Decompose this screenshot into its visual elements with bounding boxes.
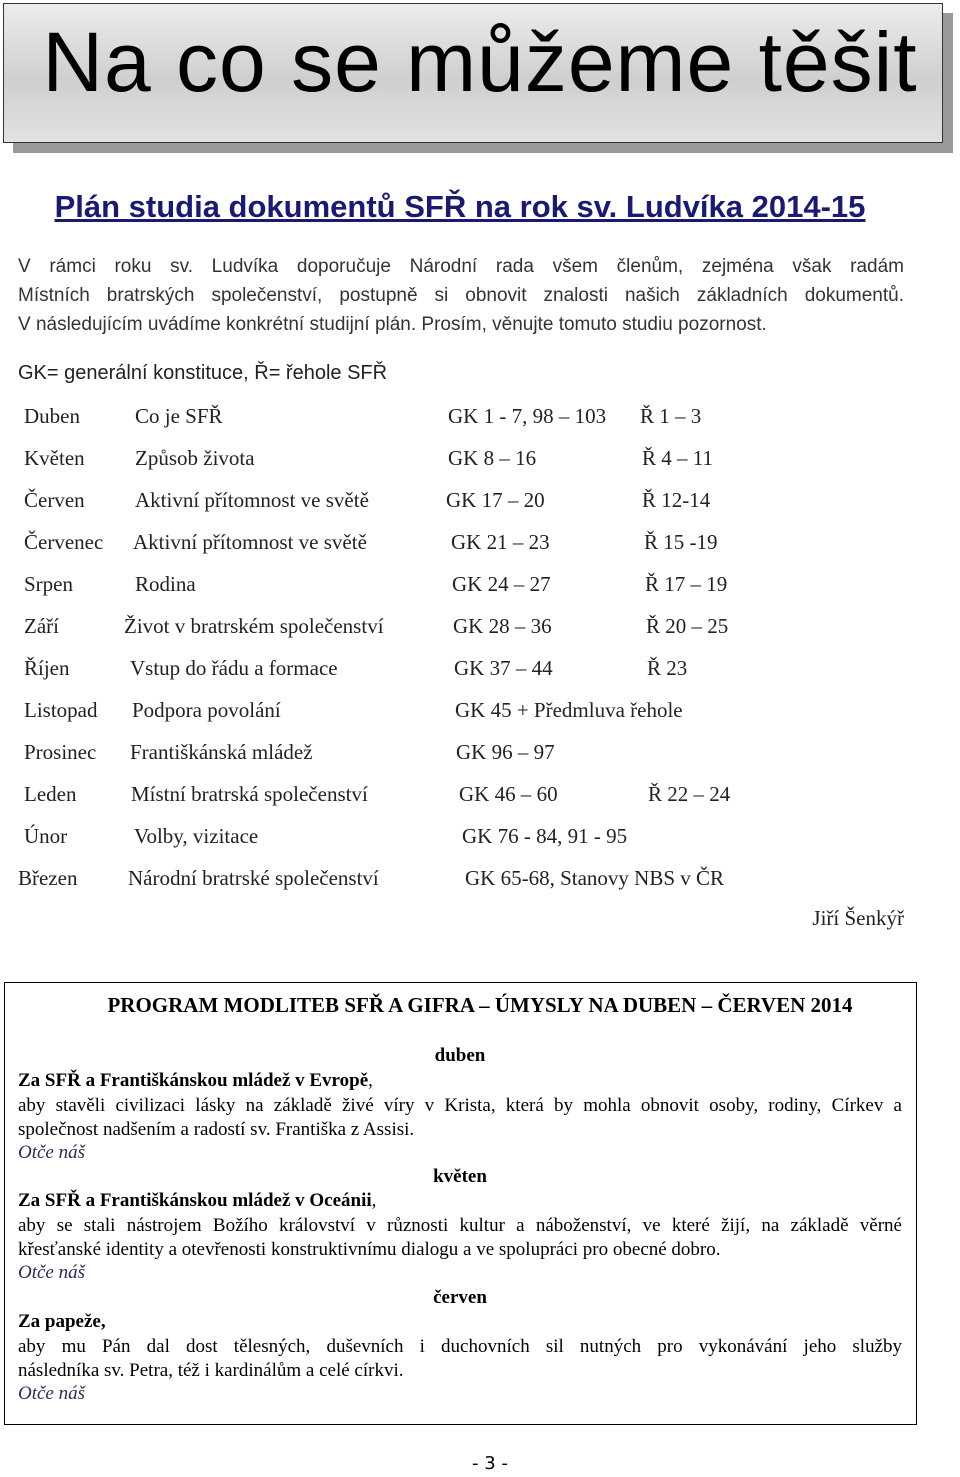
intention-title-suffix: , [368,1070,373,1091]
intention-title [18,1070,373,1092]
row-gk: GK 8 – 16 [448,446,537,470]
row-gk: GK 17 – 20 [446,488,545,512]
row-month: Prosinec [24,740,97,764]
table-row [0,782,960,812]
intention-text-line-1: aby mu Pán dal dost tělesných, duševních i duchovních sil nutných pro vykonávání jeho služby [18,1336,902,1357]
row-r: Ř 22 – 24 [648,782,731,806]
row-month: Listopad [24,698,98,722]
row-gk: GK 96 – 97 [456,740,555,764]
intention-title-text: Za papeže, [18,1311,106,1332]
table-row [0,866,960,896]
row-topic: Co je SFŘ [135,404,223,428]
intention-text-line-2: společnost nadšením a radostí sv. Františka z Assisi. [18,1119,415,1140]
program-month-may: květen [433,1166,487,1187]
row-r: Ř 4 – 11 [642,446,713,470]
intro-line-2: Místních bratrských společenství, postupně si obnovit znalosti našich základních dokumentů. [18,285,904,306]
row-gk: GK 24 – 27 [452,572,551,596]
intro-line-1: V rámci roku sv. Ludvíka doporučuje Národní rada všem členům, zejména však radám [18,256,904,277]
row-gk: GK 76 - 84, 91 - 95 [462,824,628,848]
row-r: Ř 15 -19 [644,530,718,554]
prayer-our-father: Otče náš [18,1262,86,1283]
program-title: PROGRAM MODLITEB SFŘ A GIFRA – ÚMYSLY NA DUBEN – ČERVEN 2014 [107,993,853,1017]
prayer-our-father: Otče náš [18,1383,86,1404]
intention-text-line-2: křesťanské identity a otevřenosti konstruktivnímu dialogu a ve spolupráci pro obecné dobro. [18,1239,721,1260]
intention-title [18,1311,106,1333]
row-topic: Místní bratrská společenství [131,782,368,806]
intention-title-text: Za SFŘ a Františkánskou mládež v Evropě [18,1070,369,1091]
row-month: Květen [24,446,85,470]
page-number: - 3 - [472,1453,508,1474]
row-month: Duben [24,404,80,428]
program-month-june: červen [433,1287,487,1308]
prayer-our-father: Otče náš [18,1142,86,1163]
row-r: Ř 12-14 [642,488,711,512]
row-r: Ř 23 [647,656,688,680]
author-signature: Jiří Šenkýř [812,906,904,930]
intention-title-text: Za SFŘ a Františkánskou mládež v Oceánii [18,1190,372,1211]
table-row [0,656,960,686]
abbreviation-legend: GK= generální konstituce, Ř= řehole SFŘ [18,362,388,384]
row-month: Březen [18,866,78,890]
row-topic: Volby, vizitace [134,824,259,848]
row-topic: Národní bratrské společenství [128,866,379,890]
row-month: Říjen [24,656,70,680]
table-row [0,446,960,476]
table-row [0,740,960,770]
row-gk: GK 65-68, Stanovy NBS v ČR [465,866,725,890]
table-row [0,488,960,518]
row-r: Ř 1 – 3 [640,404,702,428]
row-month: Srpen [24,572,73,596]
row-r: Ř 20 – 25 [646,614,729,638]
row-month: Červenec [24,530,104,554]
intention-title-suffix: , [371,1190,377,1211]
row-month: Červen [24,488,85,512]
row-topic: Podpora povolání [132,698,281,722]
table-row [0,698,960,728]
row-month: Únor [24,824,68,848]
row-topic: Františkánská mládež [130,740,313,764]
intro-line-3: V následujícím uvádíme konkrétní studijní plán. Prosím, věnujte tomuto studiu pozornost. [18,314,767,335]
row-topic: Způsob života [135,446,255,470]
table-row [0,614,960,644]
intention-title [18,1190,376,1212]
table-row [0,572,960,602]
table-row [0,824,960,854]
table-row [0,404,960,434]
plan-title: Plán studia dokumentů SFŘ na rok sv. Ludvíka 2014-15 [54,189,866,224]
row-topic: Vstup do řádu a formace [130,656,338,680]
row-gk: GK 1 - 7, 98 – 103 [448,404,607,428]
row-gk: GK 28 – 36 [453,614,552,638]
row-gk: GK 21 – 23 [451,530,550,554]
intention-text-line-1: aby stavěli civilizaci lásky na základě živé víry v Krista, která by mohla obnovit osoby, rodiny, Církev a [18,1095,902,1116]
intention-text-line-2: následníka sv. Petra, též i kardinálům a celé církvi. [18,1360,404,1381]
intention-text-line-1: aby se stali nástrojem Božího království v různosti kultur a náboženství, ve které žijí, na základě věrné [18,1215,902,1236]
row-month: Září [24,614,59,638]
row-topic: Aktivní přítomnost ve světě [135,488,369,512]
row-gk: GK 37 – 44 [454,656,553,680]
row-gk: GK 45 + Předmluva řehole [455,698,683,722]
row-month: Leden [24,782,77,806]
program-month-april: duben [434,1045,486,1066]
table-row [0,530,960,560]
banner-title: Na co se můžeme těšit [42,15,918,109]
row-topic: Rodina [135,572,196,596]
row-topic: Aktivní přítomnost ve světě [133,530,367,554]
row-r: Ř 17 – 19 [645,572,728,596]
row-topic: Život v bratrském společenství [124,614,384,638]
row-gk: GK 46 – 60 [459,782,558,806]
